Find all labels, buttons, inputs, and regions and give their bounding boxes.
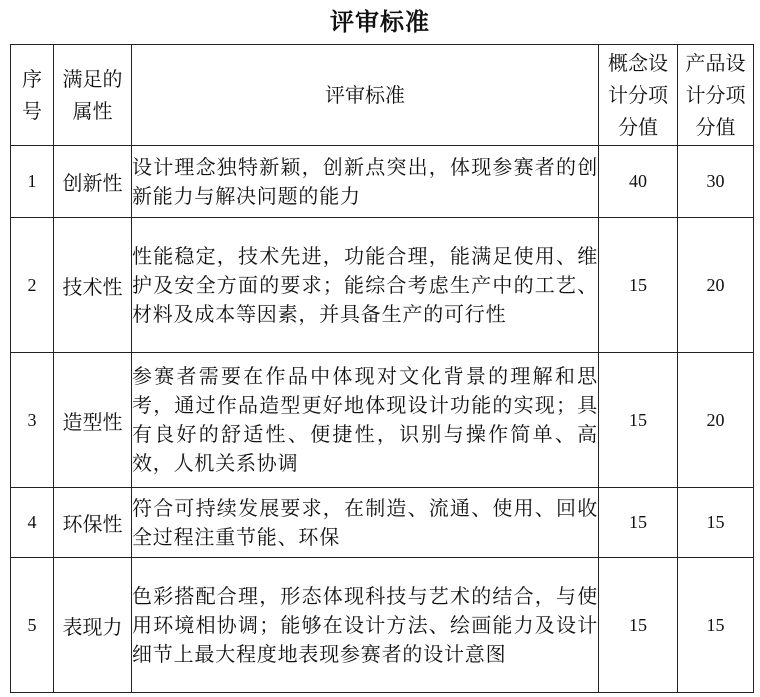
criteria-table [10, 44, 754, 693]
row-seq: 4 [11, 488, 54, 558]
header-product-score-line-3: 分值 [695, 115, 736, 139]
row-product-score: 15 [678, 488, 754, 558]
row-seq: 1 [11, 146, 54, 218]
row-attribute: 创新性 [54, 146, 132, 218]
row-criteria: 设计理念独特新颖，创新点突出，体现参赛者的创新能力与解决问题的能力 [132, 146, 599, 218]
row-product-score: 30 [678, 146, 754, 218]
row-concept-score: 15 [599, 353, 678, 488]
row-concept-score: 15 [599, 218, 678, 353]
header-concept-score [599, 45, 678, 146]
header-concept-score-line-2: 计分项 [608, 83, 668, 107]
row-product-score: 15 [678, 558, 754, 693]
header-seq-line-1: 序 [22, 67, 42, 91]
header-product-score [678, 45, 754, 146]
row-attribute: 技术性 [54, 218, 132, 353]
row-seq: 2 [11, 218, 54, 353]
header-product-score-line-1: 产品设 [685, 51, 746, 75]
row-attribute: 环保性 [54, 488, 132, 558]
row-seq: 3 [11, 353, 54, 488]
document-title: 评审标准 [330, 7, 430, 36]
table-header-row [11, 45, 754, 146]
row-attribute: 造型性 [54, 353, 132, 488]
header-attribute-line-1: 满足的 [62, 67, 123, 91]
header-seq [11, 45, 54, 146]
row-attribute: 表现力 [54, 558, 132, 693]
table-row [11, 488, 754, 558]
row-product-score: 20 [678, 353, 754, 488]
row-criteria: 色彩搭配合理，形态体现科技与艺术的结合，与使用环境相协调；能够在设计方法、绘画能力及设计细节上最大程度地表现参赛者的设计意图 [132, 558, 599, 693]
row-criteria: 性能稳定，技术先进，功能合理，能满足使用、维护及安全方面的要求；能综合考虑生产中的工艺、材料及成本等因素，并具备生产的可行性 [132, 218, 599, 353]
header-concept-score-line-3: 分值 [618, 115, 658, 139]
table-row [11, 146, 754, 218]
row-product-score: 20 [678, 218, 754, 353]
table-row [11, 558, 754, 693]
header-attribute-line-2: 属性 [72, 99, 113, 123]
header-product-score-line-2: 计分项 [685, 83, 746, 107]
header-concept-score-line-1: 概念设 [608, 51, 668, 75]
row-criteria: 符合可持续发展要求，在制造、流通、使用、回收全过程注重节能、环保 [132, 488, 599, 558]
table-row [11, 218, 754, 353]
header-attribute [54, 45, 132, 146]
row-concept-score: 40 [599, 146, 678, 218]
row-concept-score: 15 [599, 558, 678, 693]
row-criteria: 参赛者需要在作品中体现对文化背景的理解和思考，通过作品造型更好地体现设计功能的实现；具有良好的舒适性、便捷性，识别与操作简单、高效，人机关系协调 [132, 353, 599, 488]
table-row [11, 353, 754, 488]
header-criteria: 评审标准 [132, 45, 599, 146]
header-seq-line-2: 号 [22, 99, 42, 123]
row-seq: 5 [11, 558, 54, 693]
row-concept-score: 15 [599, 488, 678, 558]
